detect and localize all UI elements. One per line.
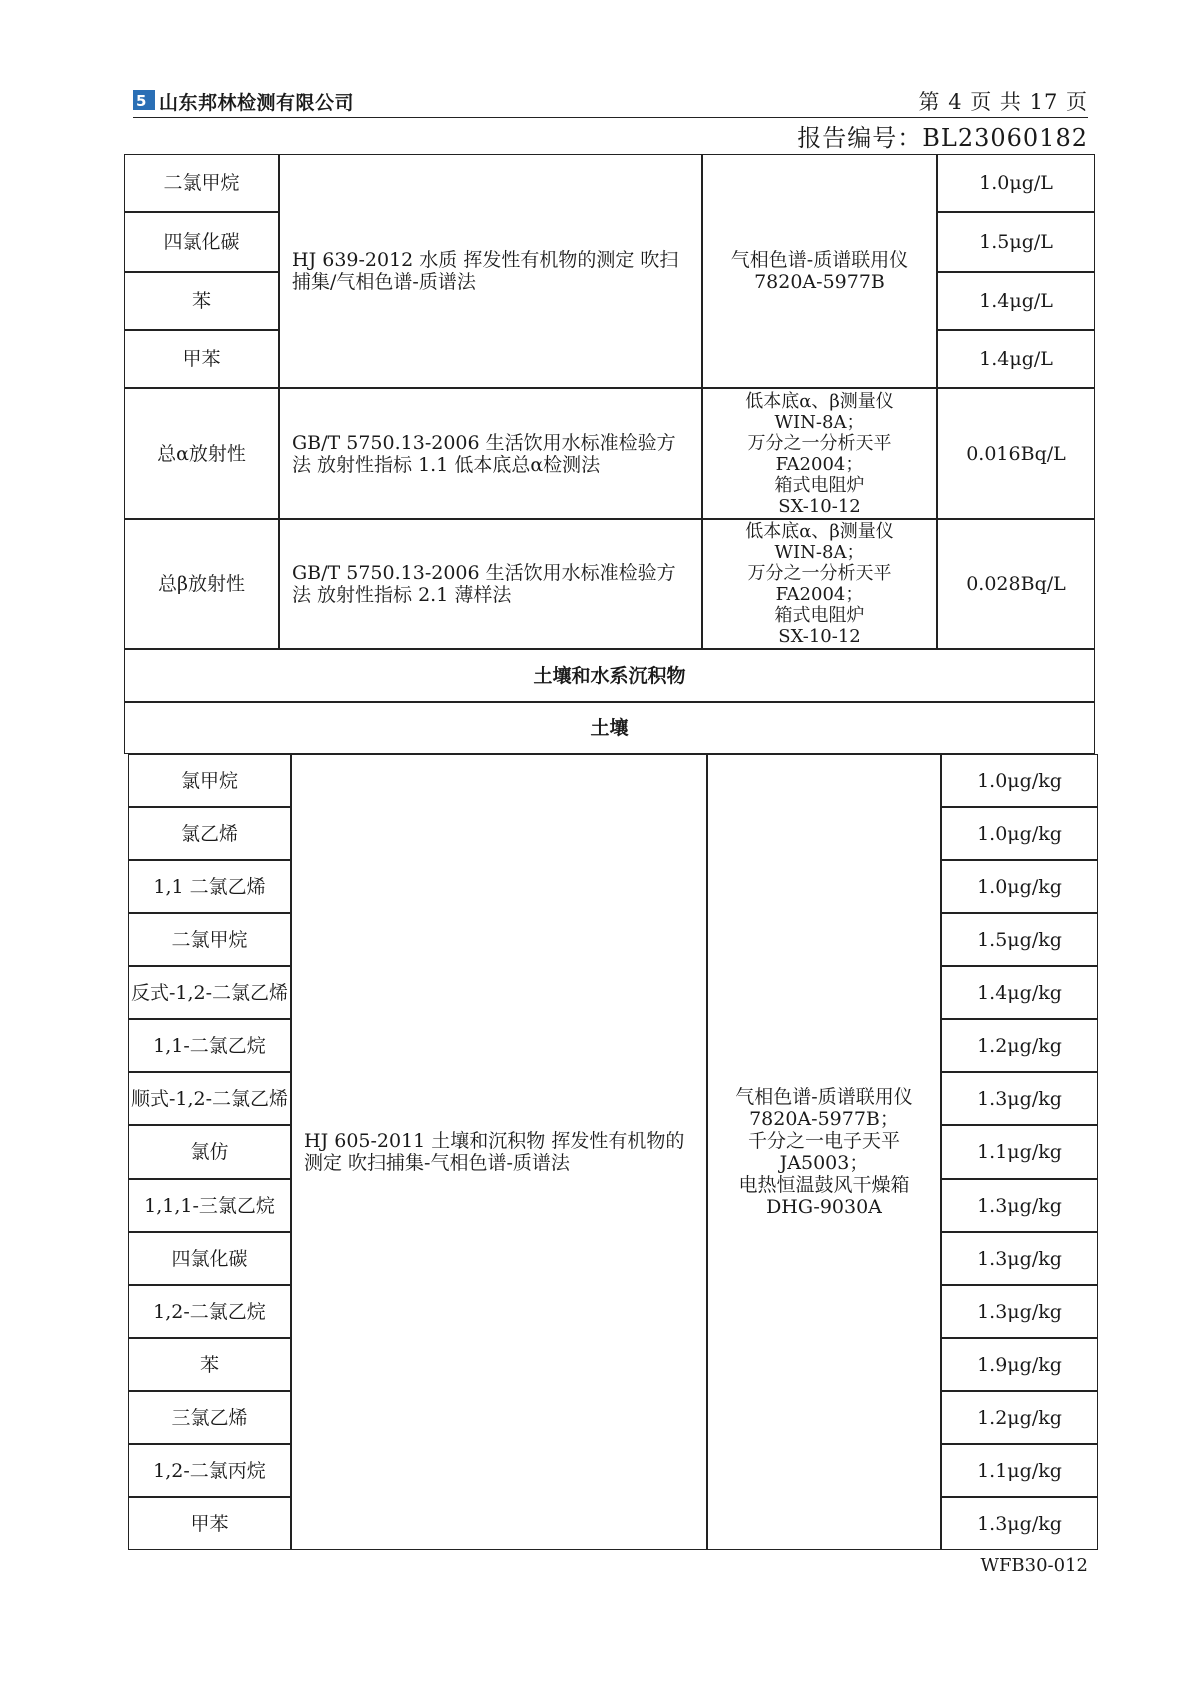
instrument-cell xyxy=(707,754,941,1550)
analyte-cell xyxy=(128,1391,291,1444)
analyte-cell xyxy=(128,860,291,913)
method-cell xyxy=(279,519,702,649)
detection-limit-cell xyxy=(941,754,1098,807)
detection-limit-cell xyxy=(941,1444,1098,1497)
analyte-cell-text: 顺式-1,2-二氯乙烯 xyxy=(130,1087,289,1110)
method-cell-text: GB/T 5750.13-2006 生活饮用水标准检验方法 放射性指标 1.1 低本底总α检测法 xyxy=(292,431,676,476)
analyte-cell xyxy=(128,1125,291,1179)
analyte-cell xyxy=(128,966,291,1019)
analyte-cell xyxy=(128,807,291,860)
detection-limit-cell xyxy=(941,1497,1098,1550)
section-heading xyxy=(124,649,1095,702)
instrument-cell-text: 低本底α、β测量仪 WIN-8A； 万分之一分析天平 FA2004； 箱式电阻炉 SX-10-12 xyxy=(745,390,894,517)
analyte-cell-text: 1,2-二氯丙烷 xyxy=(153,1459,266,1482)
method-cell-text: GB/T 5750.13-2006 生活饮用水标准检验方法 放射性指标 2.1 薄样法 xyxy=(292,562,676,606)
analyte-cell xyxy=(128,1444,291,1497)
analyte-cell xyxy=(128,1019,291,1072)
detection-limit-cell-text: 0.028Bq/L xyxy=(966,573,1066,595)
analyte-cell xyxy=(124,212,279,272)
detection-limit-cell xyxy=(941,1338,1098,1391)
analyte-cell-text: 甲苯 xyxy=(182,348,221,370)
analyte-cell xyxy=(124,388,279,519)
analyte-cell xyxy=(124,272,279,330)
detection-limit-cell xyxy=(937,519,1095,649)
analyte-cell-text: 1,1,1-三氯乙烷 xyxy=(144,1194,275,1217)
detection-limit-cell xyxy=(941,807,1098,860)
analyte-cell-text: 总β放射性 xyxy=(158,573,245,595)
detection-limit-cell xyxy=(937,212,1095,272)
detection-limit-cell-text: 1.3μg/kg xyxy=(977,1087,1062,1110)
detection-limit-cell-text: 1.5μg/kg xyxy=(977,928,1062,951)
detection-limit-cell xyxy=(937,388,1095,519)
detection-limit-cell xyxy=(941,1391,1098,1444)
analyte-cell xyxy=(128,913,291,966)
analyte-cell-text: 氯仿 xyxy=(190,1141,229,1163)
method-cell xyxy=(279,388,702,519)
analyte-cell xyxy=(124,330,279,388)
analyte-cell-text: 反式-1,2-二氯乙烯 xyxy=(130,981,289,1004)
analyte-cell xyxy=(128,1285,291,1338)
subsection-heading xyxy=(124,702,1095,754)
detection-limit-cell-text: 0.016Bq/L xyxy=(966,442,1066,465)
section-heading-text: 土壤和水系沉积物 xyxy=(533,664,686,687)
detection-limit-cell-text: 1.3μg/kg xyxy=(977,1247,1062,1270)
svg-text:5: 5 xyxy=(136,92,147,110)
detection-limit-cell-text: 1.3μg/kg xyxy=(977,1300,1062,1323)
page-number: 第 4 页 共 17 页 xyxy=(918,90,1088,114)
instrument-cell xyxy=(702,519,937,649)
analyte-cell xyxy=(128,1338,291,1391)
detection-limit-cell-text: 1.9μg/kg xyxy=(977,1353,1062,1376)
detection-limit-cell-text: 1.0μg/L xyxy=(979,172,1053,194)
method-cell-text: HJ 605-2011 土壤和沉积物 挥发性有机物的测定 吹扫捕集-气相色谱-质谱法 xyxy=(304,1130,685,1174)
analyte-cell xyxy=(128,1497,291,1550)
detection-limit-cell-text: 1.5μg/L xyxy=(979,231,1053,253)
detection-limit-cell-text: 1.3μg/kg xyxy=(977,1194,1062,1217)
detection-limit-cell xyxy=(941,1125,1098,1179)
instrument-cell-text: 气相色谱-质谱联用仪 7820A-5977B xyxy=(730,249,909,293)
method-cell xyxy=(291,754,707,1550)
detection-limit-cell xyxy=(941,1179,1098,1232)
analyte-cell xyxy=(128,754,291,807)
detection-limit-cell-text: 1.4μg/L xyxy=(979,290,1053,312)
detection-limit-cell-text: 1.0μg/kg xyxy=(977,875,1062,898)
analyte-cell-text: 总α放射性 xyxy=(157,442,246,465)
instrument-cell-text: 气相色谱-质谱联用仪 7820A-5977B； 千分之一电子天平 JA5003； 电热恒温鼓风干燥箱 DHG-9030A xyxy=(735,1086,913,1218)
instrument-cell xyxy=(702,388,937,519)
analyte-cell-text: 苯 xyxy=(191,290,211,312)
detection-limit-cell-text: 1.1μg/kg xyxy=(977,1141,1062,1163)
analyte-cell-text: 甲苯 xyxy=(190,1512,229,1535)
detection-limit-cell xyxy=(941,913,1098,966)
analyte-cell-text: 氯乙烯 xyxy=(180,822,238,845)
detection-limit-cell xyxy=(937,154,1095,212)
method-cell-text: HJ 639-2012 水质 挥发性有机物的测定 吹扫捕集/气相色谱-质谱法 xyxy=(292,249,679,293)
detection-limit-cell xyxy=(941,966,1098,1019)
analyte-cell-text: 二氯甲烷 xyxy=(163,172,240,194)
analyte-cell xyxy=(124,154,279,212)
subsection-heading-text: 土壤 xyxy=(590,717,629,739)
detection-limit-cell xyxy=(937,330,1095,388)
detection-limit-cell xyxy=(937,272,1095,330)
detection-limit-cell xyxy=(941,1072,1098,1125)
detection-limit-cell xyxy=(941,860,1098,913)
analyte-cell-text: 四氯化碳 xyxy=(163,231,240,253)
instrument-cell-text: 低本底α、β测量仪 WIN-8A； 万分之一分析天平 FA2004； 箱式电阻炉 SX-10-12 xyxy=(745,521,894,647)
report-number: 报告编号：BL23060182 xyxy=(797,124,1088,152)
form-code: WFB30-012 xyxy=(980,1555,1088,1576)
analyte-cell-text: 氯甲烷 xyxy=(180,769,238,792)
detection-limit-cell xyxy=(941,1232,1098,1285)
detection-limit-cell-text: 1.2μg/kg xyxy=(977,1406,1062,1429)
detection-limit-cell-text: 1.1μg/kg xyxy=(977,1459,1062,1482)
detection-limit-cell-text: 1.4μg/kg xyxy=(977,981,1062,1004)
analyte-cell-text: 三氯乙烯 xyxy=(171,1406,248,1429)
detection-limit-cell-text: 1.4μg/L xyxy=(979,348,1053,370)
method-cell xyxy=(279,154,702,388)
analyte-cell xyxy=(128,1072,291,1125)
analyte-cell-text: 二氯甲烷 xyxy=(171,928,248,951)
detection-limit-cell-text: 1.0μg/kg xyxy=(977,822,1062,845)
detection-limit-cell-text: 1.3μg/kg xyxy=(977,1512,1062,1535)
analyte-cell xyxy=(128,1232,291,1285)
detection-limit-cell-text: 1.2μg/kg xyxy=(977,1034,1062,1057)
detection-limit-cell-text: 1.0μg/kg xyxy=(977,769,1062,792)
analyte-cell-text: 1,1-二氯乙烷 xyxy=(153,1034,266,1057)
analyte-cell-text: 四氯化碳 xyxy=(171,1247,248,1270)
instrument-cell xyxy=(702,154,937,388)
analyte-cell-text: 1,2-二氯乙烷 xyxy=(153,1300,266,1323)
analyte-cell xyxy=(124,519,279,649)
company-name: 山东邦林检测有限公司 xyxy=(159,92,355,114)
detection-limit-cell xyxy=(941,1019,1098,1072)
analyte-cell-text: 苯 xyxy=(199,1353,219,1376)
analyte-cell-text: 1,1 二氯乙烯 xyxy=(153,875,266,898)
analyte-cell xyxy=(128,1179,291,1232)
detection-limit-cell xyxy=(941,1285,1098,1338)
